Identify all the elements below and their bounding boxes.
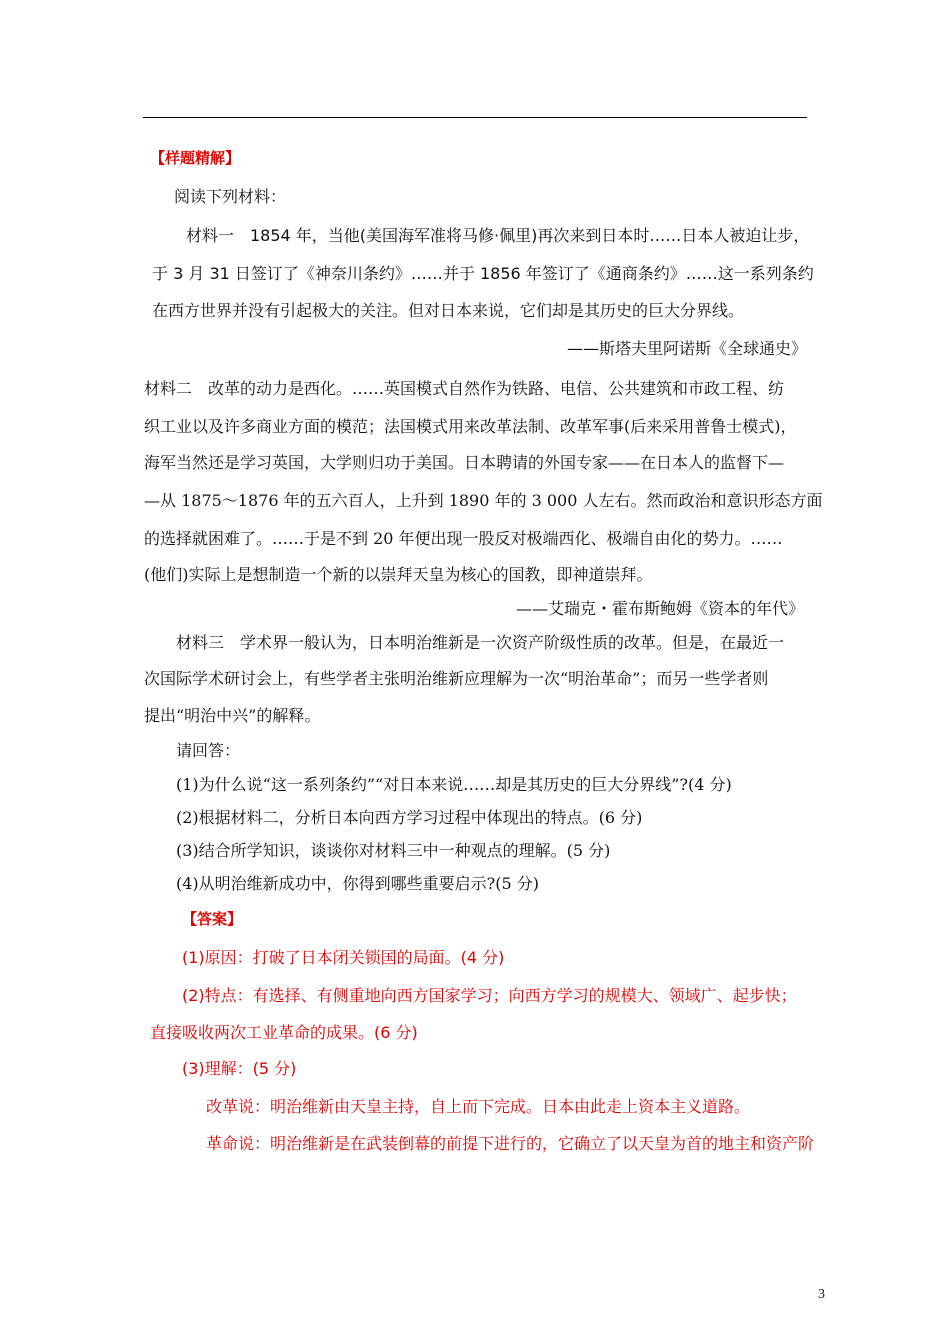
answer-2-line2: 直接吸收两次工业革命的成果。(6 分) [150, 1023, 418, 1042]
question-2: (2)根据材料二，分析日本向西方学习过程中体现出的特点。(6 分) [176, 808, 643, 827]
material2-line3: 海军当然还是学习英国，大学则归功于美国。日本聘请的外国专家——在日本人的监督下— [144, 453, 785, 472]
answer-reform-view: 改革说：明治维新由天皇主持，自上而下完成。日本由此走上资本主义道路。 [206, 1097, 751, 1116]
intro-text: 阅读下列材料： [174, 187, 287, 206]
question-3: (3)结合所学知识，谈谈你对材料三中一种观点的理解。(5 分) [176, 841, 611, 860]
material1-line1: 材料一 1854 年，当他(美国海军准将马修·佩里)再次来到日本时……日本人被迫让步， [186, 226, 810, 245]
material2-line1: 材料二 改革的动力是西化。……英国模式自然作为铁路、电信、公共建筑和市政工程、纺 [144, 379, 785, 398]
answer-revolution-view: 革命说：明治维新是在武装倒幕的前提下进行的，它确立了以天皇为首的地主和资产阶 [206, 1134, 815, 1153]
material2-line2: 织工业以及许多商业方面的模范；法国模式用来改革法制、改革军事(后来采用普鲁士模式)， [144, 417, 797, 436]
section-tag: 【样题精解】 [150, 149, 241, 167]
question-1: (1)为什么说“这一系列条约”“对日本来说……却是其历史的巨大分界线”?(4 分) [176, 775, 732, 794]
answer-1: (1)原因：打破了日本闭关锁国的局面。(4 分) [182, 948, 505, 967]
material3-line1: 材料三 学术界一般认为，日本明治维新是一次资产阶级性质的改革。但是，在最近一 [176, 633, 785, 652]
prompt-text: 请回答： [176, 741, 241, 760]
material2-line5: 的选择就困难了。……于是不到 20 年便出现一股反对极端西化、极端自由化的势力。…… [144, 529, 783, 548]
material2-source: ——艾瑞克・霍布斯鲍姆《资本的年代》 [515, 599, 804, 618]
page-number: 3 [818, 1287, 825, 1302]
answer-2-line1: (2)特点：有选择、有侧重地向西方国家学习；向西方学习的规模大、领域广、起步快； [182, 986, 797, 1005]
material1-source: ——斯塔夫里阿诺斯《全球通史》 [566, 339, 807, 358]
material1-line3: 在西方世界并没有引起极大的关注。但对日本来说，它们却是其历史的巨大分界线。 [152, 301, 745, 320]
material3-line3: 提出“明治中兴”的解释。 [144, 706, 321, 725]
header-rule [143, 117, 807, 118]
material3-line2: 次国际学术研讨会上，有些学者主张明治维新应理解为一次“明治革命”；而另一些学者则 [144, 669, 769, 688]
answer-3: (3)理解：(5 分) [182, 1059, 297, 1078]
material2-line6: (他们)实际上是想制造一个新的以崇拜天皇为核心的国教，即神道崇拜。 [144, 565, 653, 584]
question-4: (4)从明治维新成功中，你得到哪些重要启示?(5 分) [176, 874, 539, 893]
answer-tag: 【答案】 [182, 910, 243, 928]
material2-line4: —从 1875～1876 年的五六百人，上升到 1890 年的 3 000 人左右。然而政治和意识形态方面 [144, 491, 823, 510]
material1-line2: 于 3 月 31 日签订了《神奈川条约》……并于 1856 年签订了《通商条约》……这一系列条约 [152, 264, 814, 283]
